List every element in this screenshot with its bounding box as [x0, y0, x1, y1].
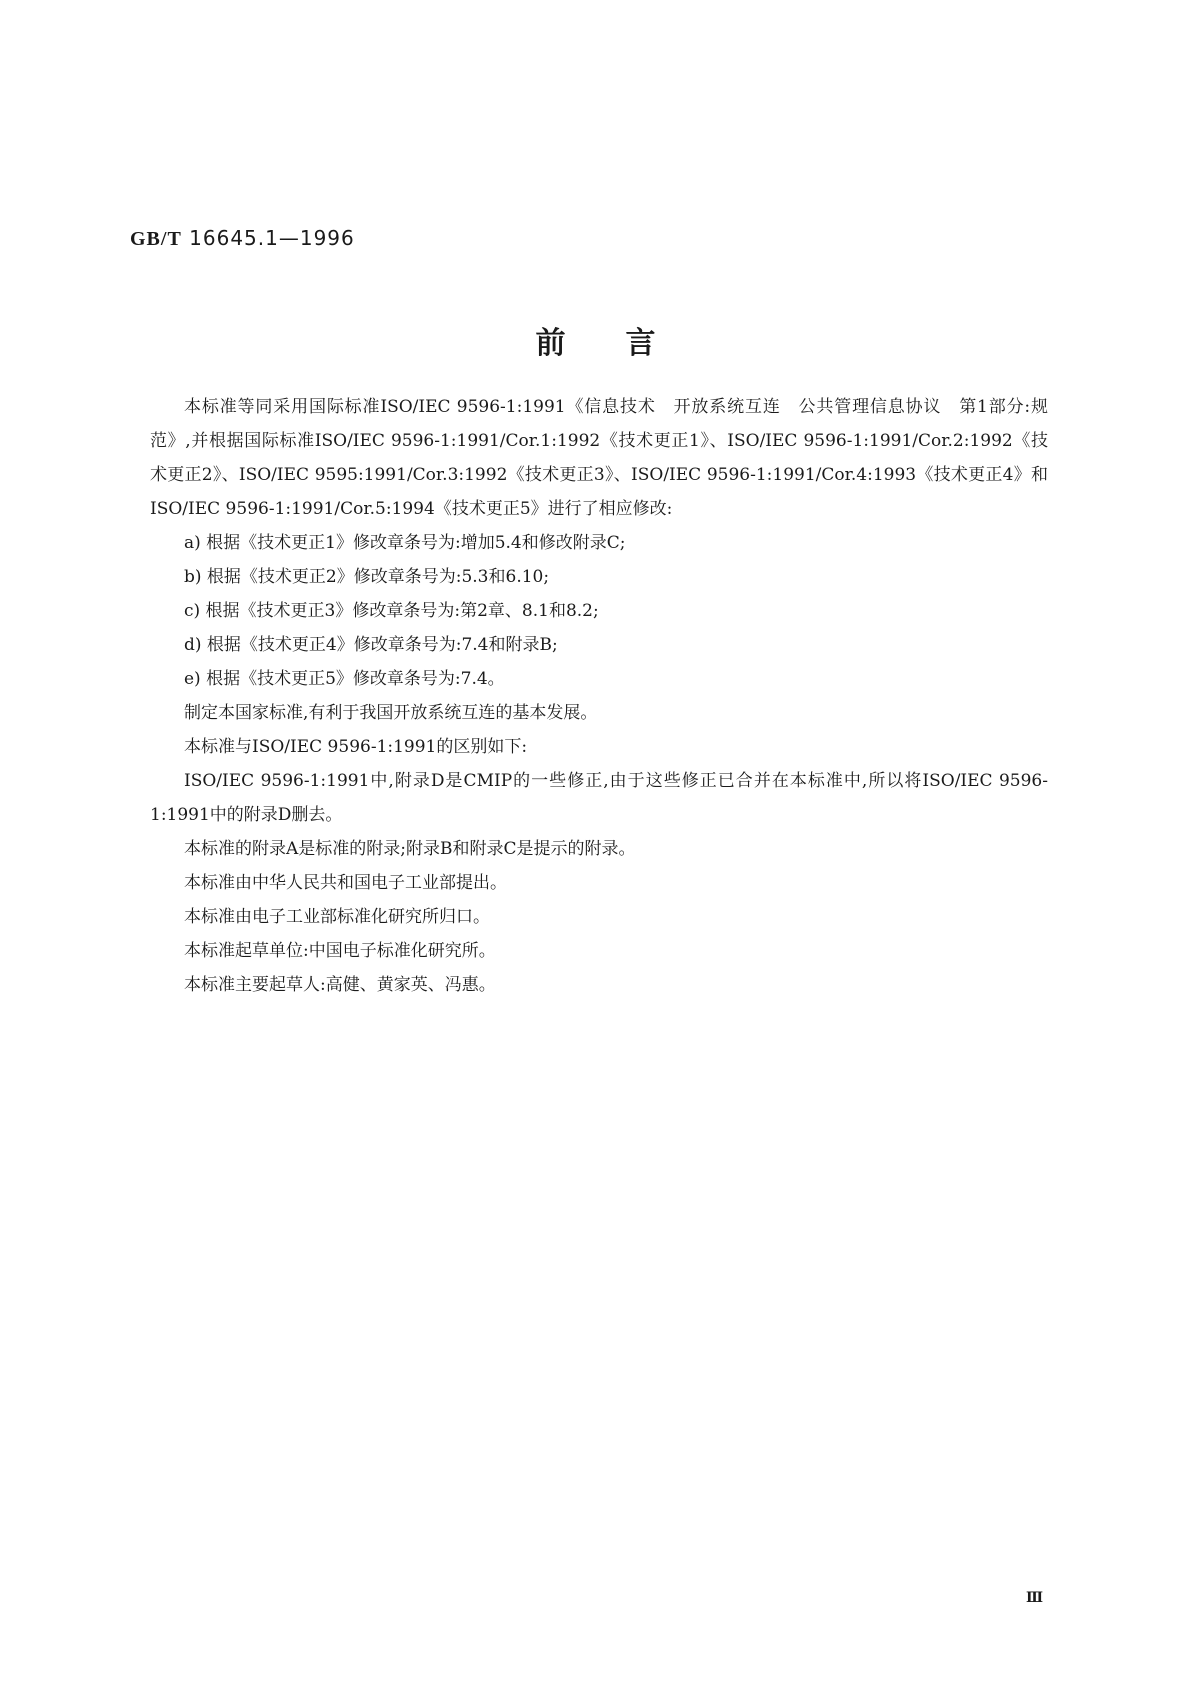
standard-prefix: GB/T — [130, 228, 182, 250]
paragraph-purpose: 制定本国家标准,有利于我国开放系统互连的基本发展。 — [184, 703, 598, 723]
paragraph-annexes: 本标准的附录A是标准的附录;附录B和附录C是提示的附录。 — [184, 839, 636, 859]
list-item-a: a) 根据《技术更正1》修改章条号为:增加5.4和修改附录C; — [184, 533, 626, 553]
paragraph-differences: ISO/IEC 9596-1:1991中,附录D是CMIP的一些修正,由于这些修正已合并在本标准中,所以将ISO/IEC 9596-1:1991中的附录D删去。 — [150, 771, 1048, 825]
list-item-d: d) 根据《技术更正4》修改章条号为:7.4和附录B; — [184, 635, 558, 655]
page-title: 前言 — [535, 326, 716, 361]
paragraph-adoption: 本标准等同采用国际标准ISO/IEC 9596-1:1991《信息技术 开放系统互连 公共管理信息协议 第1部分:规范》,并根据国际标准ISO/IEC 9596-1:1991/Cor.1:1992《技术更正1》、ISO/IEC 9596-1:1991/Cor.2:1992《技术更正2》、ISO/IEC 9595:1991/Cor.3:1992《技术更正3》、ISO/IEC 9596-1:1991/Cor.4:1993《技术更正4》和ISO/IEC 9596-1:1991/Cor.5:1994《技术更正5》进行了相应修改: — [150, 397, 1048, 519]
standard-number: 16645.1—1996 — [189, 226, 355, 250]
standard-code-header — [130, 226, 355, 251]
list-item-b: b) 根据《技术更正2》修改章条号为:5.3和6.10; — [184, 567, 550, 587]
page-number: Ⅲ — [1026, 1590, 1044, 1606]
paragraph-drafting-unit: 本标准起草单位:中国电子标准化研究所。 — [184, 941, 496, 961]
list-item-e: e) 根据《技术更正5》修改章条号为:7.4。 — [184, 669, 505, 689]
foreword-body — [150, 390, 1048, 1002]
paragraph-responsible: 本标准由电子工业部标准化研究所归口。 — [184, 907, 490, 927]
list-item-c: c) 根据《技术更正3》修改章条号为:第2章、8.1和8.2; — [184, 601, 599, 621]
paragraph-differences-intro: 本标准与ISO/IEC 9596-1:1991的区别如下: — [184, 737, 528, 757]
paragraph-proposer: 本标准由中华人民共和国电子工业部提出。 — [184, 873, 507, 893]
paragraph-drafters: 本标准主要起草人:高健、黄家英、冯惠。 — [184, 975, 496, 995]
